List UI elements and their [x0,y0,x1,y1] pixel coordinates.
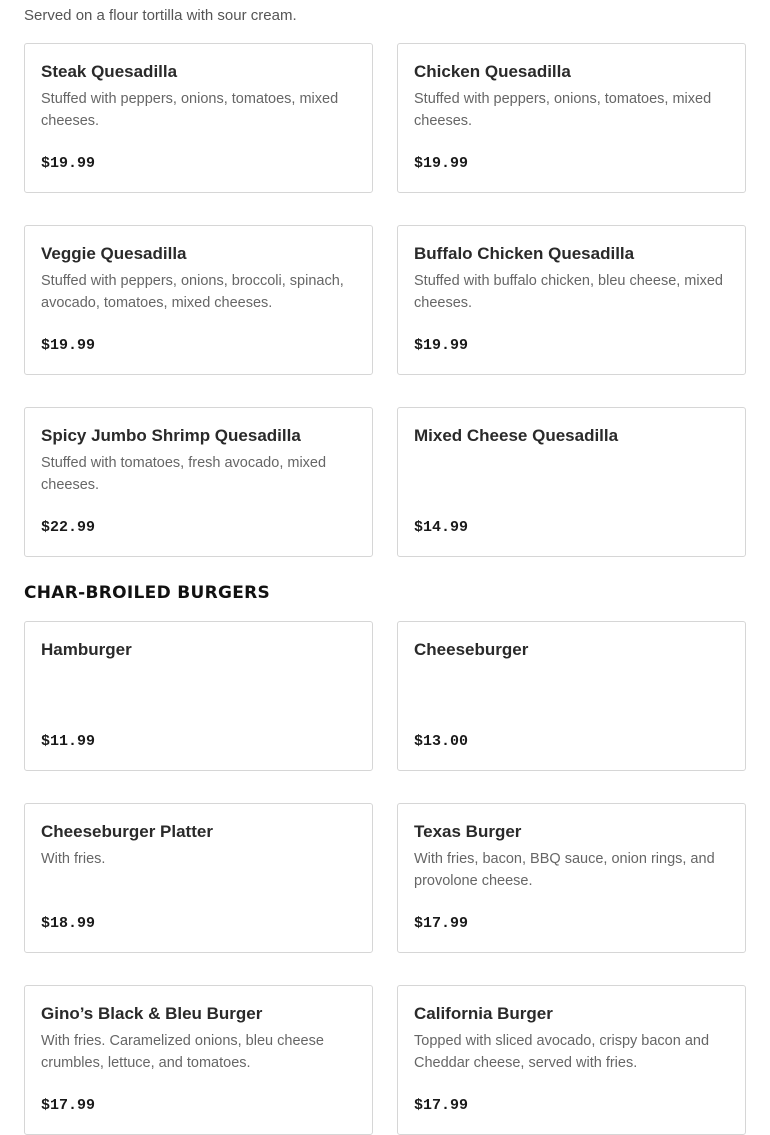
menu-item-name: Mixed Cheese Quesadilla [414,426,619,445]
section-heading: CHAR-BROILED BURGERS [24,583,271,603]
menu-item-description [414,452,729,496]
menu-item-description: With fries, bacon, BBQ sauce, onion rings, and provolone cheese. [414,851,715,889]
menu-item-name: California Burger [414,1004,553,1023]
menu-item-card[interactable] [24,803,373,953]
menu-item-description: Stuffed with peppers, onions, broccoli, spinach, avocado, tomatoes, mixed cheeses. [41,273,344,311]
menu-item-price: $19.99 [41,337,96,354]
menu-item-description: Topped with sliced avocado, crispy bacon and Cheddar cheese, served with fries. [414,1033,710,1071]
menu-item-price: $17.99 [414,1097,469,1114]
quesadilla-grid [24,43,746,557]
menu-item-name: Buffalo Chicken Quesadilla [414,244,635,263]
menu-item-price: $19.99 [414,337,469,354]
menu-item-card[interactable] [24,43,373,193]
menu-item-description: With fries. [41,851,106,867]
menu-item-card[interactable] [24,621,373,771]
menu-item-name: Hamburger [41,640,132,659]
menu-item-description: With fries. Caramelized onions, bleu cheese crumbles, lettuce, and tomatoes. [41,1033,324,1071]
menu-item-name: Gino’s Black & Bleu Burger [41,1004,263,1023]
menu-item-price: $14.99 [414,519,469,536]
menu-item-description [414,666,729,710]
menu-item-description: Stuffed with peppers, onions, tomatoes, mixed cheeses. [414,91,712,129]
menu-item-card[interactable] [397,803,746,953]
menu-item-name: Chicken Quesadilla [414,62,571,81]
menu-item-price: $19.99 [414,155,469,172]
menu-item-card[interactable] [24,985,373,1135]
menu-item-name: Texas Burger [414,822,522,841]
menu-item-name: Steak Quesadilla [41,62,178,81]
menu-item-price: $13.00 [414,733,469,750]
menu-item-price: $17.99 [41,1097,96,1114]
menu-item-price: $17.99 [414,915,469,932]
menu-item-card[interactable] [397,985,746,1135]
menu-item-description [41,666,356,710]
menu-item-price: $11.99 [41,733,96,750]
menu-item-price: $18.99 [41,915,96,932]
menu-item-price: $22.99 [41,519,96,536]
menu-item-name: Cheeseburger Platter [41,822,213,841]
menu-item-description: Stuffed with peppers, onions, tomatoes, mixed cheeses. [41,91,339,129]
menu-item-card[interactable] [397,621,746,771]
section-subtitle: Served on a flour tortilla with sour cream. [24,7,297,24]
menu-item-card[interactable] [397,225,746,375]
menu-item-card[interactable] [397,43,746,193]
menu-item-price: $19.99 [41,155,96,172]
menu-item-card[interactable] [24,225,373,375]
menu-item-name: Cheeseburger [414,640,529,659]
burger-grid [24,621,746,1135]
menu-item-name: Spicy Jumbo Shrimp Quesadilla [41,426,301,445]
menu-item-description: Stuffed with buffalo chicken, bleu cheese, mixed cheeses. [414,273,723,311]
menu-item-name: Veggie Quesadilla [41,244,187,263]
menu-item-description: Stuffed with tomatoes, fresh avocado, mixed cheeses. [41,455,327,493]
menu-item-card[interactable] [24,407,373,557]
menu-item-card[interactable] [397,407,746,557]
